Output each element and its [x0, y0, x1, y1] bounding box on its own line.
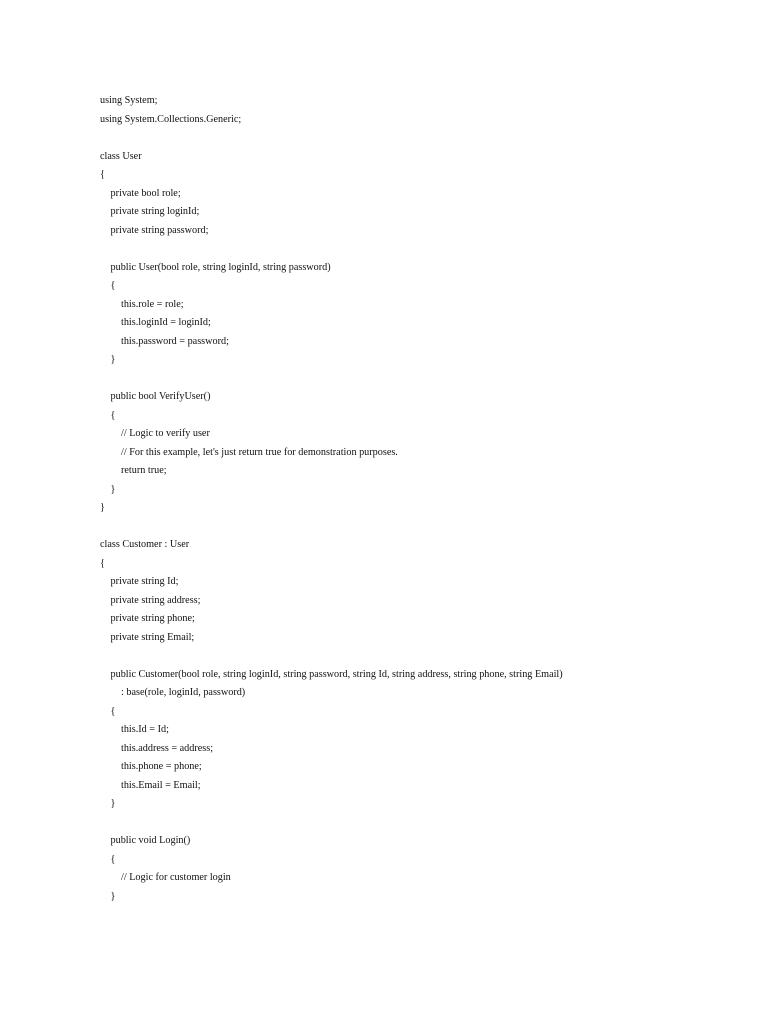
code-line [100, 814, 740, 833]
code-line: private bool role; [110, 187, 181, 199]
code-line: return true; [121, 465, 167, 476]
code-line: private string password; [110, 224, 209, 236]
code-line [100, 370, 740, 389]
code-line: class Customer : User [100, 539, 190, 550]
code-line: public Customer(bool role, string loginId, string password, string Id, string address, string phone, string Email) [110, 668, 563, 680]
code-line: public bool VerifyUser() [110, 391, 211, 402]
code-line: { [110, 705, 116, 717]
code-line: private string phone; [110, 613, 195, 624]
code-line: { [110, 409, 116, 421]
code-line: { [110, 853, 116, 865]
code-line: // Logic for customer login [121, 872, 231, 883]
code-line: // Logic to verify user [121, 428, 210, 439]
code-line: { [110, 280, 116, 291]
code-line: private string Id; [110, 576, 179, 587]
code-line: private string loginId; [110, 206, 200, 217]
code-line [100, 129, 740, 148]
code-line: } [110, 798, 116, 809]
code-line: this.password = password; [121, 335, 229, 347]
code-line: : base(role, loginId, password) [121, 687, 246, 698]
code-line: this.Email = Email; [121, 779, 201, 791]
code-line: class User [100, 150, 142, 162]
code-line [100, 518, 740, 537]
code-line: public User(bool role, string loginId, string password) [110, 261, 331, 273]
code-line: { [100, 557, 105, 569]
code-line: using System; [100, 95, 158, 106]
code-line: this.phone = phone; [121, 761, 202, 772]
code-line [100, 240, 740, 259]
code-line: this.Id = Id; [121, 724, 169, 735]
code-line: public void Login() [110, 835, 191, 846]
code-line: } [110, 354, 116, 365]
code-line: // For this example, let's just return true for demonstration purposes. [121, 446, 398, 458]
code-line: this.address = address; [121, 742, 214, 754]
code-line: this.role = role; [121, 298, 184, 310]
code-line: } [110, 483, 116, 495]
code-line [100, 647, 740, 666]
code-line: } [100, 502, 105, 513]
code-line: private string address; [110, 594, 201, 606]
code-line: } [110, 890, 116, 902]
code-line: private string Email; [110, 631, 195, 643]
code-line: this.loginId = loginId; [121, 317, 211, 328]
code-block [100, 92, 740, 906]
code-line: { [100, 169, 105, 180]
code-line: using System.Collections.Generic; [100, 113, 242, 125]
